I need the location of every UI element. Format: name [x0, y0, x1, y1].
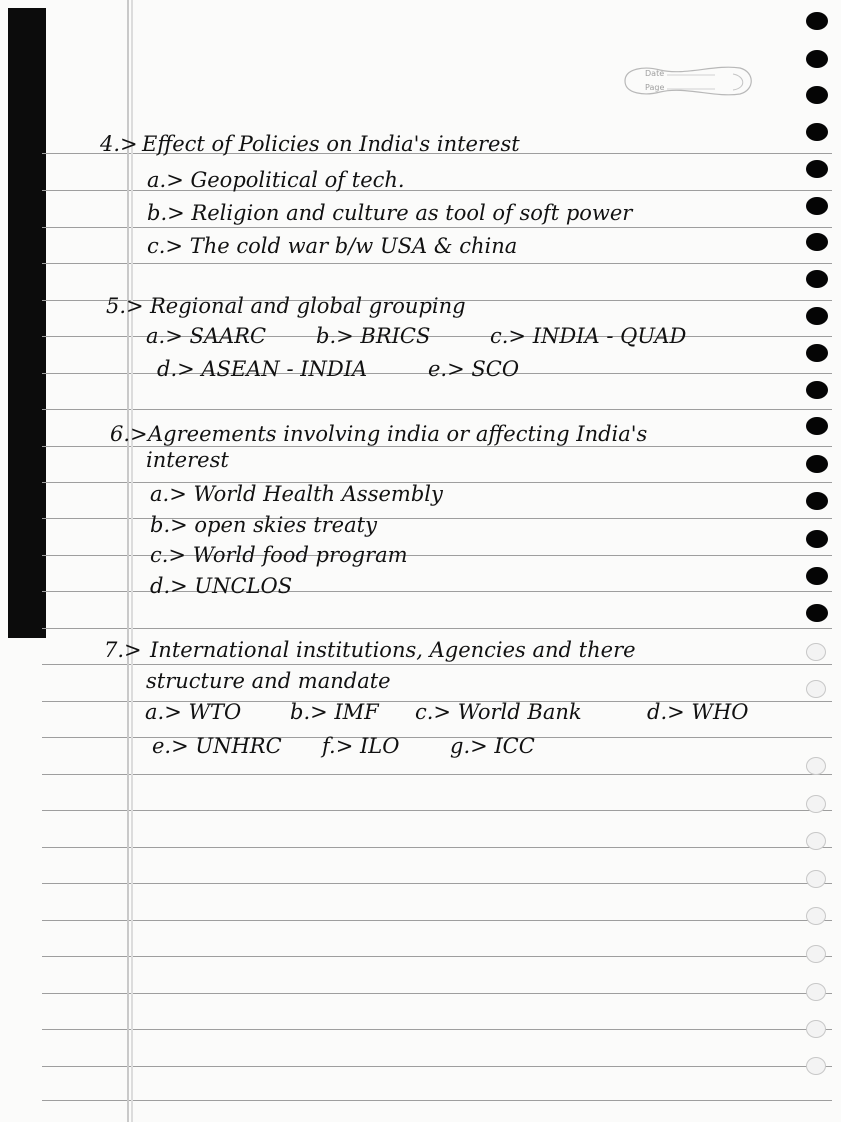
ruled-line [42, 628, 832, 629]
binder-hole [806, 870, 826, 888]
list-item: d.> UNCLOS [150, 574, 293, 598]
section-title: Effect of Policies on India's interest [142, 132, 520, 156]
binder-hole [806, 1020, 826, 1038]
list-item: c.> World Bank [415, 700, 582, 724]
binder-hole [806, 757, 826, 775]
ruled-line [42, 227, 832, 228]
binder-hole [806, 50, 828, 68]
binder-hole [806, 197, 828, 215]
binder-hole [806, 530, 828, 548]
list-item: b.> Religion and culture as tool of soft power [147, 201, 633, 225]
list-item: c.> INDIA - QUAD [490, 324, 687, 348]
ruled-line [42, 1029, 832, 1030]
list-item: b.> open skies treaty [150, 513, 377, 537]
section-number: 5.> [106, 294, 144, 318]
binder-hole [806, 381, 828, 399]
page-label: Page [645, 83, 665, 92]
binder-hole [806, 307, 828, 325]
ruled-line [42, 956, 832, 957]
binder-hole [806, 233, 828, 251]
binder-hole [806, 86, 828, 104]
ruled-line [42, 409, 832, 410]
list-item: e.> UNHRC [152, 734, 282, 758]
list-item: a.> SAARC [146, 324, 267, 348]
binder-hole [806, 160, 828, 178]
ruled-line [42, 664, 832, 665]
section-title-continued: interest [146, 448, 229, 472]
section-number: 7.> [104, 638, 142, 662]
binder-hole [806, 604, 828, 622]
section-number: 6.> [110, 422, 148, 446]
list-item: d.> ASEAN - INDIA [157, 357, 368, 381]
ruled-line [42, 1100, 832, 1101]
list-item: a.> World Health Assembly [150, 482, 443, 506]
list-item: d.> WHO [647, 700, 749, 724]
section-title: Agreements involving india or affecting India's [148, 422, 648, 446]
binder-hole [806, 643, 826, 661]
scan-edge-shadow [8, 8, 46, 638]
section-title-continued: structure and mandate [146, 669, 391, 693]
binder-hole [806, 945, 826, 963]
margin-line [131, 0, 133, 1122]
binder-hole [806, 907, 826, 925]
binder-hole [806, 270, 828, 288]
ruled-line [42, 810, 832, 811]
binder-hole [806, 832, 826, 850]
section-title: Regional and global grouping [150, 294, 466, 318]
list-item: c.> World food program [150, 543, 408, 567]
section-title: International institutions, Agencies and there [150, 638, 636, 662]
list-item: f.> ILO [322, 734, 400, 758]
ruled-line [42, 883, 832, 884]
ruled-line [42, 920, 832, 921]
list-item: b.> BRICS [316, 324, 431, 348]
list-item: c.> The cold war b/w USA & china [147, 234, 518, 258]
list-item: b.> IMF [290, 700, 379, 724]
binder-hole [806, 983, 826, 1001]
binder-hole [806, 455, 828, 473]
binder-hole [806, 123, 828, 141]
binder-hole [806, 1057, 826, 1075]
list-item: e.> SCO [428, 357, 520, 381]
ruled-line [42, 774, 832, 775]
list-item: a.> Geopolitical of tech. [147, 168, 405, 192]
list-item: a.> WTO [145, 700, 242, 724]
binder-hole [806, 417, 828, 435]
binder-hole [806, 492, 828, 510]
ruled-line [42, 263, 832, 264]
date-page-stamp [615, 60, 760, 102]
binder-hole [806, 12, 828, 30]
binder-hole [806, 567, 828, 585]
section-number: 4.> [100, 132, 138, 156]
ruled-line [42, 1066, 832, 1067]
list-item: g.> ICC [450, 734, 535, 758]
date-label: Date [645, 69, 665, 78]
binder-hole [806, 344, 828, 362]
ruled-line [42, 847, 832, 848]
binder-hole [806, 680, 826, 698]
margin-line [127, 0, 129, 1122]
ruled-line [42, 993, 832, 994]
binder-hole [806, 795, 826, 813]
